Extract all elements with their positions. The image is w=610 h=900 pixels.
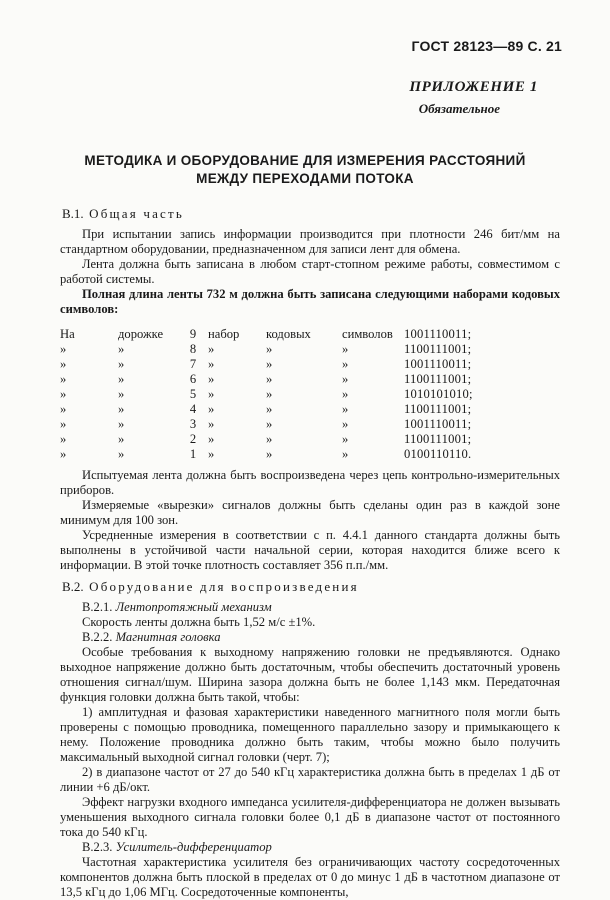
table-cell: » [342, 402, 349, 416]
paragraph-7: Скорость ленты должна быть 1,52 м/с ±1%. [82, 615, 316, 629]
table-cell: » [208, 417, 215, 431]
subsection-b21-number: В.2.1. [82, 600, 113, 614]
table-cell: На [60, 327, 75, 341]
table-cell: 2 [189, 432, 197, 446]
title-line-1: МЕТОДИКА И ОБОРУДОВАНИЕ ДЛЯ ИЗМЕРЕНИЯ РАССТОЯНИЙ [84, 153, 526, 168]
table-cell: символов [342, 327, 393, 341]
paragraph-11: Эффект нагрузки входного импеданса усилителя-дифференциатора не должен вызывать уменьшения выходного сигнала головки более 0,1 дБ в диапазоне частот от постоянного тока до 540 кГц. [60, 795, 560, 839]
table-row [60, 327, 514, 342]
table-cell: » [60, 342, 67, 356]
section-b2-heading [60, 579, 560, 594]
table-row [60, 357, 514, 372]
table-cell: 8 [189, 342, 197, 356]
appendix-status: Обязательное [418, 101, 500, 116]
table-cell: » [342, 342, 349, 356]
subsection-b22-number: В.2.2. [82, 630, 113, 644]
section-b2-number: В.2. [62, 579, 84, 594]
table-cell: » [342, 417, 349, 431]
section-b1-title: Общая часть [89, 206, 185, 221]
paragraph-6: Усредненные измерения в соответствии с п. 4.4.1 данного стандарта должны быть выполнены в устойчивой части начальной серии, которая находится ближе всего к информации. В этой точке плотность составляет 356 п.п./мм. [60, 528, 560, 572]
table-cell: 6 [189, 372, 197, 386]
subsection-b23-title: Усилитель-дифференциатор [115, 840, 272, 854]
table-cell: » [266, 417, 273, 431]
table-cell: » [60, 372, 67, 386]
table-cell: » [342, 357, 349, 371]
table-cell: » [208, 342, 215, 356]
subsection-b22 [60, 630, 560, 645]
paragraph-3: Полная длина ленты 732 м должна быть записана следующими наборами кодовых символов: [60, 287, 560, 316]
section-b2-title: Оборудование для воспроизведения [89, 579, 359, 594]
table-cell: » [342, 372, 349, 386]
table-cell: » [208, 447, 215, 461]
table-cell: » [118, 342, 125, 356]
subsection-b23 [60, 840, 560, 855]
table-cell: » [118, 417, 125, 431]
document-title [40, 152, 570, 188]
table-cell: » [60, 432, 67, 446]
table-cell: 4 [189, 402, 197, 416]
table-row [60, 432, 514, 447]
document-body [60, 206, 560, 900]
table-cell: » [208, 432, 215, 446]
table-cell: кодовых [266, 327, 311, 341]
table-cell: 1100111001; [404, 402, 472, 416]
appendix-title: ПРИЛОЖЕНИЕ 1 [409, 79, 538, 95]
table-row [60, 447, 514, 462]
table-cell: 1010101010; [404, 387, 473, 401]
table-cell: 1001110011; [404, 357, 472, 371]
table-cell: » [60, 402, 67, 416]
subsection-b22-title: Магнитная головка [115, 630, 221, 644]
paragraph-1: При испытании запись информации производится при плотности 246 бит/мм на стандартном оборудовании, предназначенном для записи лент для обмена. [60, 227, 560, 256]
table-row [60, 402, 514, 417]
table-cell: дорожке [118, 327, 164, 341]
table-cell: 0100110110. [404, 447, 472, 461]
table-cell: » [118, 387, 125, 401]
table-cell: 1001110011; [404, 417, 472, 431]
table-cell: » [118, 402, 125, 416]
table-cell: 1001110011; [404, 327, 472, 341]
page-header: ГОСТ 28123—89 С. 21 [411, 38, 562, 54]
paragraph-8: Особые требования к выходному напряжению головки не предъявляются. Однако выходное напряжение должно быть достаточным, чтобы обеспечить достаточный уровень отношения сигнал/шум. Ширина зазора должна быть не более 1,143 мкм. Передаточная функция головки должна быть такой, чтобы: [60, 645, 560, 704]
table-cell: » [118, 447, 125, 461]
table-row [60, 387, 514, 402]
table-cell: 1100111001; [404, 372, 472, 386]
section-b1-number: В.1. [62, 206, 84, 221]
table-cell: 3 [189, 417, 197, 431]
paragraph-9: 1) амплитудная и фазовая характеристики наведенного магнитного поля могли быть проверены с помощью проводника, помещенного параллельно зазору и примыкающего к нему. Положение проводника должно быть таким, чтобы можно было получить максимальный выходной сигнал головки (черт. 7); [60, 705, 560, 764]
table-cell: » [118, 372, 125, 386]
code-sets-table [60, 327, 514, 462]
table-cell: набор [208, 327, 240, 341]
subsection-b21-title: Лентопротяжный механизм [115, 600, 272, 614]
table-row [60, 342, 514, 357]
table-cell: » [208, 387, 215, 401]
table-cell: » [208, 402, 215, 416]
table-cell: 1100111001; [404, 432, 472, 446]
table-cell: » [60, 447, 67, 461]
table-cell: » [342, 432, 349, 446]
table-cell: » [342, 387, 349, 401]
paragraph-12: Частотная характеристика усилителя без ограничивающих частоту сосредоточенных компонентов должна быть плоской в пределах от 0 до минус 1 дБ в частотном диапазоне от 13,5 кГц до 1,06 МГц. Сосредоточенные компоненты, [60, 855, 560, 899]
table-cell: » [60, 387, 67, 401]
table-row [60, 372, 514, 387]
paragraph-5: Измеряемые «вырезки» сигналов должны быть сделаны один раз в каждой зоне минимум для 100 зон. [60, 498, 560, 527]
table-cell: » [266, 402, 273, 416]
table-cell: » [266, 447, 273, 461]
table-cell: 1 [189, 447, 197, 461]
table-cell: » [266, 387, 273, 401]
paragraph-10: 2) в диапазоне частот от 27 до 540 кГц характеристика должна быть в пределах 1 дБ от линии +6 дБ/окт. [60, 765, 560, 794]
table-cell: » [266, 432, 273, 446]
section-b1-heading [60, 206, 560, 221]
table-cell: 5 [189, 387, 197, 401]
table-cell: » [266, 357, 273, 371]
table-cell: » [118, 432, 125, 446]
table-cell: » [118, 357, 125, 371]
table-cell: » [208, 357, 215, 371]
subsection-b23-number: В.2.3. [82, 840, 113, 854]
table-row [60, 417, 514, 432]
title-line-2: МЕЖДУ ПЕРЕХОДАМИ ПОТОКА [196, 171, 414, 186]
table-cell: » [266, 342, 273, 356]
paragraph-4: Испытуемая лента должна быть воспроизведена через цепь контрольно-измерительных приборов. [60, 468, 560, 497]
table-cell: 1100111001; [404, 342, 472, 356]
table-cell: 7 [189, 357, 197, 371]
table-cell: » [342, 447, 349, 461]
table-cell: » [60, 417, 67, 431]
table-cell: » [60, 357, 67, 371]
subsection-b21 [60, 600, 560, 615]
table-cell: » [208, 372, 215, 386]
paragraph-2: Лента должна быть записана в любом старт-стопном режиме работы, совместимом с работой системы. [60, 257, 560, 286]
table-cell: 9 [189, 327, 197, 341]
table-cell: » [266, 372, 273, 386]
